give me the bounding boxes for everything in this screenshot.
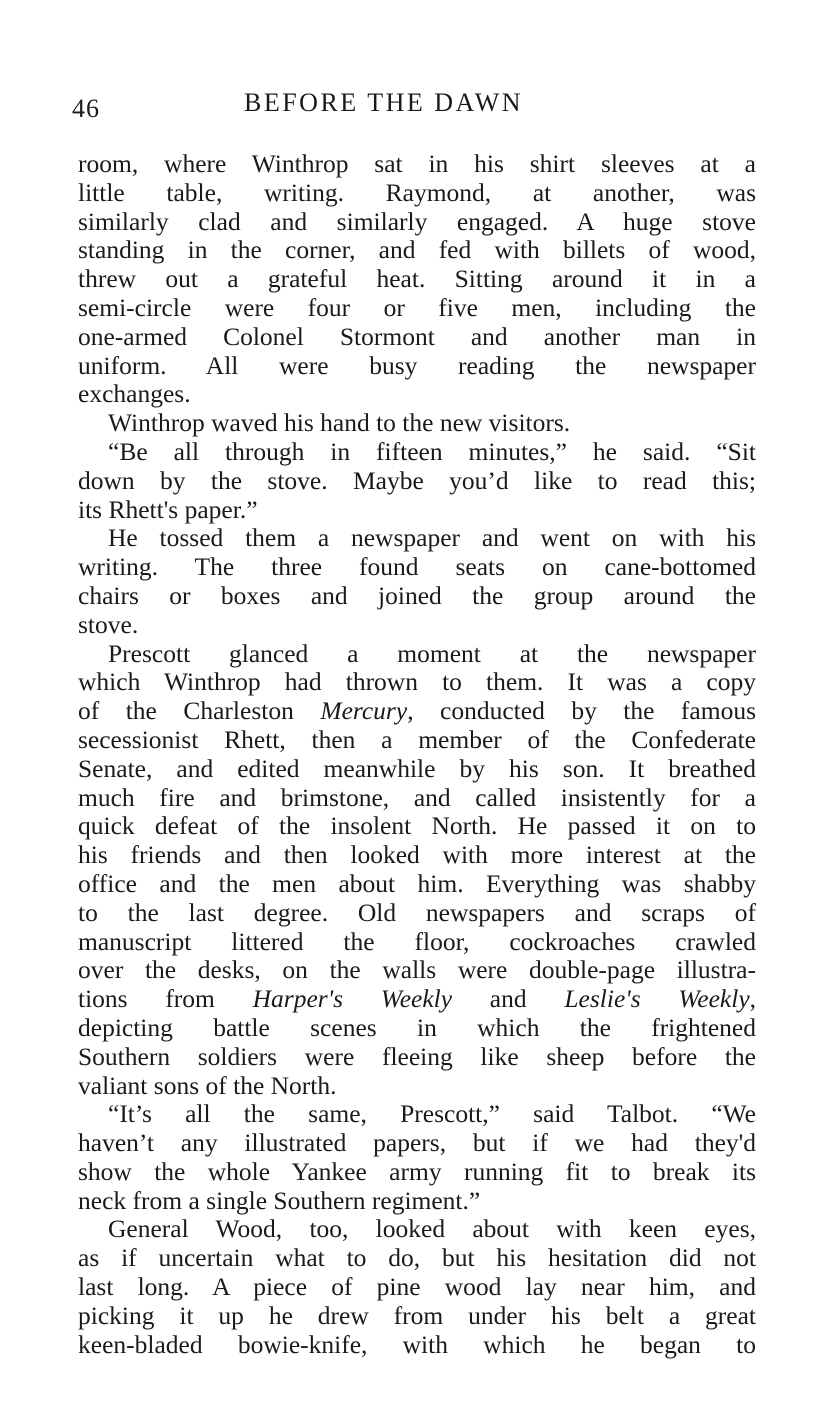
text-line: which Winthrop had thrown to them. It was a copy — [78, 667, 756, 697]
text-line: to the last degree. Old newspapers and scraps of — [78, 897, 756, 927]
text-line: much fire and brimstone, and called insistently for a — [78, 782, 756, 812]
text-line: one-armed Colonel Stormont and another man in — [78, 321, 756, 351]
text-line: similarly clad and similarly engaged. A huge stove — [78, 206, 756, 236]
text-line: little table, writing. Raymond, at another, was — [78, 177, 756, 207]
text-line: room, where Winthrop sat in his shirt sleeves at a — [78, 149, 756, 178]
text-line: stove. — [78, 609, 139, 639]
text-line: uniform. All were busy reading the newspaper — [78, 350, 756, 380]
text-line: neck from a single Southern regiment.” — [78, 1185, 481, 1215]
text-line: tions from Harper's Weekly and Leslie's Weekly, — [78, 984, 757, 1014]
text-line: exchanges. — [78, 379, 191, 409]
text-line: “Be all through in fifteen minutes,” he said. “Sit — [108, 436, 756, 466]
text-line: Southern soldiers were fleeing like sheep before the — [78, 1041, 756, 1071]
text-line: semi-circle were four or five men, including the — [78, 292, 756, 322]
text-line: as if uncertain what to do, but his hesitation did not — [78, 1243, 756, 1273]
text-line: down by the stove. Maybe you’d like to read this; — [78, 465, 756, 495]
page-number: 46 — [72, 94, 100, 123]
text-line: depicting battle scenes in which the frightened — [78, 1012, 756, 1042]
text-line: valiant sons of the North. — [78, 1070, 337, 1100]
text-line: picking it up he drew from under his belt a great — [78, 1300, 756, 1330]
text-line: haven’t any illustrated papers, but if we had they'd — [78, 1128, 756, 1158]
running-head: BEFORE THE DAWN — [244, 88, 524, 117]
page-header — [72, 88, 762, 128]
italic-title: Mercury — [320, 696, 408, 726]
text-line: chairs or boxes and joined the group around the — [78, 580, 756, 610]
body-text — [78, 150, 756, 1359]
text-line: secessionist Rhett, then a member of the Confederate — [78, 724, 756, 754]
text-line: writing. The three found seats on cane-bottomed — [78, 552, 756, 582]
text-line: quick defeat of the insolent North. He passed it on to — [78, 811, 756, 841]
text-line: standing in the corner, and fed with billets of wood, — [78, 235, 756, 265]
text-line: General Wood, too, looked about with keen eyes, — [108, 1214, 756, 1244]
text-line: his friends and then looked with more interest at the — [78, 840, 756, 870]
text-line: over the desks, on the walls were double-page illustra- — [78, 955, 756, 985]
italic-title: Leslie's Weekly — [564, 984, 750, 1014]
text-line: office and the men about him. Everything was shabby — [78, 868, 756, 898]
text-line: He tossed them a newspaper and went on with his — [108, 523, 756, 553]
text-line: its Rhett's paper.” — [78, 494, 258, 524]
text-line: keen-bladed bowie-knife, with which he began to — [78, 1329, 756, 1359]
text-line: of the Charleston Mercury, conducted by the famous — [78, 696, 757, 726]
text-line: Winthrop waved his hand to the new visitors. — [108, 408, 571, 438]
text-line: last long. A piece of pine wood lay near him, and — [78, 1272, 756, 1302]
text-line: Senate, and edited meanwhile by his son. It breathed — [78, 753, 756, 783]
text-line: Prescott glanced a moment at the newspaper — [108, 638, 756, 668]
text-line: threw out a grateful heat. Sitting around it in a — [78, 264, 756, 294]
text-line: “It’s all the same, Prescott,” said Talbot. “We — [108, 1099, 756, 1129]
text-line: show the whole Yankee army running fit to break its — [78, 1156, 756, 1186]
text-line: manuscript littered the floor, cockroaches crawled — [78, 926, 756, 956]
italic-title: Harper's Weekly — [252, 984, 453, 1014]
